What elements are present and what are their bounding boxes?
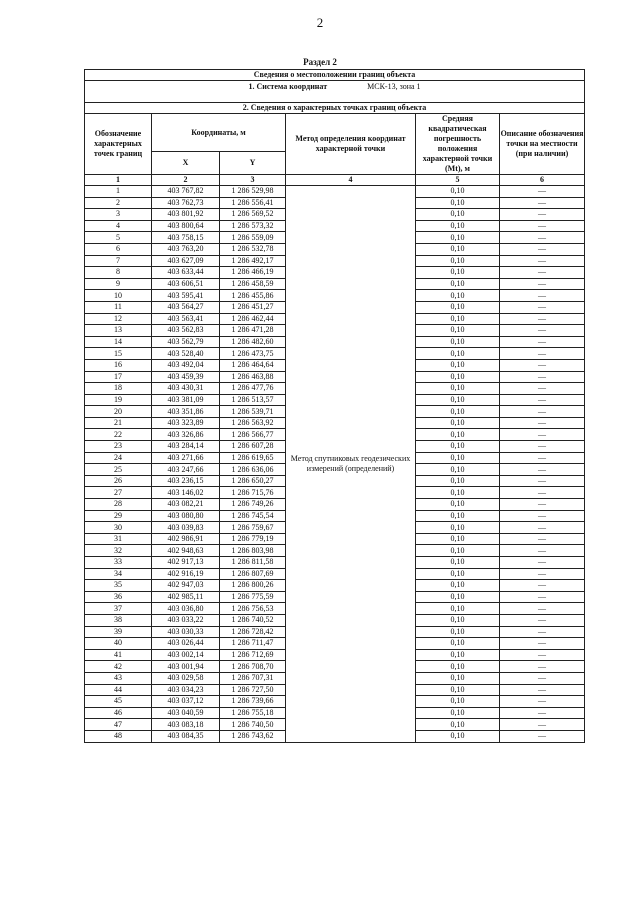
y-coordinate-cell: 1 286 513,57	[220, 394, 286, 406]
y-coordinate-cell: 1 286 466,19	[220, 267, 286, 279]
description-cell: —	[500, 452, 585, 464]
point-number-cell: 2	[85, 197, 152, 209]
point-number-cell: 47	[85, 719, 152, 731]
point-number-cell: 40	[85, 638, 152, 650]
description-cell: —	[500, 232, 585, 244]
x-coordinate-cell: 403 039,83	[152, 522, 220, 534]
y-coordinate-cell: 1 286 755,18	[220, 707, 286, 719]
point-number-cell: 16	[85, 359, 152, 371]
x-coordinate-cell: 402 948,63	[152, 545, 220, 557]
point-number-cell: 25	[85, 464, 152, 476]
description-cell: —	[500, 591, 585, 603]
point-number-cell: 34	[85, 568, 152, 580]
x-coordinate-cell: 403 800,64	[152, 220, 220, 232]
y-coordinate-cell: 1 286 807,69	[220, 568, 286, 580]
error-cell: 0,10	[416, 603, 500, 615]
point-number-cell: 39	[85, 626, 152, 638]
description-cell: —	[500, 684, 585, 696]
description-cell: —	[500, 394, 585, 406]
x-coordinate-cell: 402 917,13	[152, 557, 220, 569]
x-coordinate-cell: 403 284,14	[152, 441, 220, 453]
column-number: 1	[85, 175, 152, 186]
y-coordinate-cell: 1 286 749,26	[220, 499, 286, 511]
x-coordinate-cell: 403 326,86	[152, 429, 220, 441]
description-cell: —	[500, 325, 585, 337]
point-number-cell: 38	[85, 614, 152, 626]
x-coordinate-cell: 403 528,40	[152, 348, 220, 360]
error-cell: 0,10	[416, 383, 500, 395]
y-coordinate-cell: 1 286 477,76	[220, 383, 286, 395]
x-coordinate-cell: 403 030,33	[152, 626, 220, 638]
description-cell: —	[500, 649, 585, 661]
y-coordinate-cell: 1 286 458,59	[220, 278, 286, 290]
description-cell: —	[500, 406, 585, 418]
error-cell: 0,10	[416, 649, 500, 661]
error-cell: 0,10	[416, 591, 500, 603]
error-cell: 0,10	[416, 684, 500, 696]
x-coordinate-cell: 403 459,39	[152, 371, 220, 383]
error-cell: 0,10	[416, 707, 500, 719]
y-coordinate-cell: 1 286 471,28	[220, 325, 286, 337]
x-coordinate-cell: 403 083,18	[152, 719, 220, 731]
description-cell: —	[500, 267, 585, 279]
point-number-cell: 28	[85, 499, 152, 511]
x-coordinate-cell: 403 564,27	[152, 301, 220, 313]
y-coordinate-cell: 1 286 559,09	[220, 232, 286, 244]
point-number-cell: 36	[85, 591, 152, 603]
error-cell: 0,10	[416, 278, 500, 290]
error-cell: 0,10	[416, 638, 500, 650]
point-number-cell: 43	[85, 672, 152, 684]
x-coordinate-cell: 403 351,86	[152, 406, 220, 418]
y-coordinate-cell: 1 286 715,76	[220, 487, 286, 499]
description-cell: —	[500, 626, 585, 638]
y-coordinate-cell: 1 286 462,44	[220, 313, 286, 325]
y-coordinate-cell: 1 286 636,06	[220, 464, 286, 476]
point-number-cell: 24	[85, 452, 152, 464]
description-cell: —	[500, 475, 585, 487]
description-cell: —	[500, 429, 585, 441]
y-coordinate-cell: 1 286 482,60	[220, 336, 286, 348]
description-cell: —	[500, 371, 585, 383]
description-cell: —	[500, 301, 585, 313]
y-coordinate-cell: 1 286 529,98	[220, 186, 286, 198]
x-coordinate-cell: 403 430,31	[152, 383, 220, 395]
point-number-cell: 9	[85, 278, 152, 290]
error-cell: 0,10	[416, 464, 500, 476]
header-y: Y	[220, 152, 286, 175]
description-cell: —	[500, 313, 585, 325]
x-coordinate-cell: 403 146,02	[152, 487, 220, 499]
error-cell: 0,10	[416, 209, 500, 221]
y-coordinate-cell: 1 286 739,66	[220, 696, 286, 708]
y-coordinate-cell: 1 286 573,32	[220, 220, 286, 232]
description-cell: —	[500, 383, 585, 395]
header-error: Средняя квадратическая погрешность положения характерной точки (Mt), м	[416, 114, 500, 175]
y-coordinate-cell: 1 286 779,19	[220, 533, 286, 545]
error-cell: 0,10	[416, 626, 500, 638]
x-coordinate-cell: 403 001,94	[152, 661, 220, 673]
error-cell: 0,10	[416, 672, 500, 684]
coordinate-system-value: МСК-13, зона 1	[367, 82, 421, 91]
point-number-cell: 35	[85, 580, 152, 592]
error-cell: 0,10	[416, 522, 500, 534]
error-cell: 0,10	[416, 475, 500, 487]
point-number-cell: 48	[85, 730, 152, 742]
error-cell: 0,10	[416, 441, 500, 453]
error-cell: 0,10	[416, 452, 500, 464]
error-cell: 0,10	[416, 499, 500, 511]
x-coordinate-cell: 402 947,03	[152, 580, 220, 592]
x-coordinate-cell: 403 595,41	[152, 290, 220, 302]
y-coordinate-cell: 1 286 811,58	[220, 557, 286, 569]
description-cell: —	[500, 220, 585, 232]
points-banner: 2. Сведения о характерных точках границ объекта	[85, 103, 585, 114]
y-coordinate-cell: 1 286 492,17	[220, 255, 286, 267]
method-cell: Метод спутниковых геодезических измерений (определений)	[286, 186, 416, 743]
x-coordinate-cell: 403 037,12	[152, 696, 220, 708]
point-number-cell: 31	[85, 533, 152, 545]
point-number-cell: 8	[85, 267, 152, 279]
error-cell: 0,10	[416, 267, 500, 279]
x-coordinate-cell: 403 080,80	[152, 510, 220, 522]
description-cell: —	[500, 533, 585, 545]
point-number-cell: 14	[85, 336, 152, 348]
error-cell: 0,10	[416, 394, 500, 406]
y-coordinate-cell: 1 286 803,98	[220, 545, 286, 557]
y-coordinate-cell: 1 286 711,47	[220, 638, 286, 650]
description-cell: —	[500, 348, 585, 360]
point-number-cell: 1	[85, 186, 152, 198]
location-banner: Сведения о местоположении границ объекта	[85, 70, 585, 81]
error-cell: 0,10	[416, 545, 500, 557]
description-cell: —	[500, 696, 585, 708]
description-cell: —	[500, 487, 585, 499]
column-number: 5	[416, 175, 500, 186]
x-coordinate-cell: 403 029,58	[152, 672, 220, 684]
description-cell: —	[500, 197, 585, 209]
y-coordinate-cell: 1 286 712,69	[220, 649, 286, 661]
description-cell: —	[500, 568, 585, 580]
x-coordinate-cell: 403 763,20	[152, 243, 220, 255]
error-cell: 0,10	[416, 533, 500, 545]
point-number-cell: 6	[85, 243, 152, 255]
column-number: 3	[220, 175, 286, 186]
point-number-cell: 12	[85, 313, 152, 325]
header-method: Метод определения координат характерной точки	[286, 114, 416, 175]
x-coordinate-cell: 403 562,79	[152, 336, 220, 348]
error-cell: 0,10	[416, 406, 500, 418]
error-cell: 0,10	[416, 487, 500, 499]
error-cell: 0,10	[416, 661, 500, 673]
y-coordinate-cell: 1 286 740,52	[220, 614, 286, 626]
error-cell: 0,10	[416, 417, 500, 429]
description-cell: —	[500, 672, 585, 684]
error-cell: 0,10	[416, 510, 500, 522]
y-coordinate-cell: 1 286 728,42	[220, 626, 286, 638]
y-coordinate-cell: 1 286 532,78	[220, 243, 286, 255]
y-coordinate-cell: 1 286 607,28	[220, 441, 286, 453]
point-number-cell: 44	[85, 684, 152, 696]
y-coordinate-cell: 1 286 563,92	[220, 417, 286, 429]
point-number-cell: 33	[85, 557, 152, 569]
error-cell: 0,10	[416, 336, 500, 348]
y-coordinate-cell: 1 286 727,50	[220, 684, 286, 696]
x-coordinate-cell: 403 026,44	[152, 638, 220, 650]
point-number-cell: 4	[85, 220, 152, 232]
point-number-cell: 42	[85, 661, 152, 673]
x-coordinate-cell: 403 801,92	[152, 209, 220, 221]
point-number-cell: 26	[85, 475, 152, 487]
point-number-cell: 10	[85, 290, 152, 302]
error-cell: 0,10	[416, 730, 500, 742]
description-cell: —	[500, 557, 585, 569]
point-number-cell: 21	[85, 417, 152, 429]
x-coordinate-cell: 403 381,09	[152, 394, 220, 406]
description-cell: —	[500, 580, 585, 592]
y-coordinate-cell: 1 286 650,27	[220, 475, 286, 487]
column-number: 2	[152, 175, 220, 186]
description-cell: —	[500, 545, 585, 557]
description-cell: —	[500, 499, 585, 511]
column-number: 6	[500, 175, 585, 186]
y-coordinate-cell: 1 286 740,50	[220, 719, 286, 731]
description-cell: —	[500, 614, 585, 626]
y-coordinate-cell: 1 286 455,86	[220, 290, 286, 302]
error-cell: 0,10	[416, 220, 500, 232]
y-coordinate-cell: 1 286 539,71	[220, 406, 286, 418]
point-number-cell: 17	[85, 371, 152, 383]
point-number-cell: 30	[85, 522, 152, 534]
point-number-cell: 18	[85, 383, 152, 395]
error-cell: 0,10	[416, 359, 500, 371]
error-cell: 0,10	[416, 719, 500, 731]
x-coordinate-cell: 403 033,22	[152, 614, 220, 626]
x-coordinate-cell: 403 082,21	[152, 499, 220, 511]
error-cell: 0,10	[416, 290, 500, 302]
header-description: Описание обозначения точки на местности (при наличии)	[500, 114, 585, 175]
y-coordinate-cell: 1 286 463,88	[220, 371, 286, 383]
point-number-cell: 23	[85, 441, 152, 453]
description-cell: —	[500, 638, 585, 650]
description-cell: —	[500, 603, 585, 615]
x-coordinate-cell: 402 916,19	[152, 568, 220, 580]
description-cell: —	[500, 707, 585, 719]
point-number-cell: 46	[85, 707, 152, 719]
description-cell: —	[500, 243, 585, 255]
y-coordinate-cell: 1 286 800,26	[220, 580, 286, 592]
point-number-cell: 11	[85, 301, 152, 313]
description-cell: —	[500, 209, 585, 221]
y-coordinate-cell: 1 286 619,65	[220, 452, 286, 464]
x-coordinate-cell: 403 492,04	[152, 359, 220, 371]
description-cell: —	[500, 417, 585, 429]
y-coordinate-cell: 1 286 473,75	[220, 348, 286, 360]
error-cell: 0,10	[416, 313, 500, 325]
x-coordinate-cell: 403 236,15	[152, 475, 220, 487]
description-cell: —	[500, 510, 585, 522]
error-cell: 0,10	[416, 243, 500, 255]
y-coordinate-cell: 1 286 556,41	[220, 197, 286, 209]
x-coordinate-cell: 403 606,51	[152, 278, 220, 290]
x-coordinate-cell: 403 247,66	[152, 464, 220, 476]
x-coordinate-cell: 403 762,73	[152, 197, 220, 209]
x-coordinate-cell: 403 758,15	[152, 232, 220, 244]
y-coordinate-cell: 1 286 759,67	[220, 522, 286, 534]
x-coordinate-cell: 403 036,80	[152, 603, 220, 615]
error-cell: 0,10	[416, 197, 500, 209]
page-number: 2	[316, 15, 324, 30]
description-cell: —	[500, 278, 585, 290]
header-coordinates: Координаты, м	[152, 114, 286, 152]
error-cell: 0,10	[416, 429, 500, 441]
description-cell: —	[500, 255, 585, 267]
header-point: Обозначение характерных точек границ	[85, 114, 152, 175]
y-coordinate-cell: 1 286 708,70	[220, 661, 286, 673]
x-coordinate-cell: 403 627,09	[152, 255, 220, 267]
description-cell: —	[500, 186, 585, 198]
description-cell: —	[500, 441, 585, 453]
y-coordinate-cell: 1 286 775,59	[220, 591, 286, 603]
point-number-cell: 13	[85, 325, 152, 337]
x-coordinate-cell: 402 986,91	[152, 533, 220, 545]
x-coordinate-cell: 403 767,82	[152, 186, 220, 198]
boundary-points-table	[84, 69, 585, 743]
x-coordinate-cell: 403 002,14	[152, 649, 220, 661]
coordinate-system-label: 1. Система координат	[248, 82, 328, 91]
point-number-cell: 37	[85, 603, 152, 615]
point-number-cell: 29	[85, 510, 152, 522]
description-cell: —	[500, 730, 585, 742]
y-coordinate-cell: 1 286 756,53	[220, 603, 286, 615]
error-cell: 0,10	[416, 232, 500, 244]
description-cell: —	[500, 661, 585, 673]
point-number-cell: 3	[85, 209, 152, 221]
point-number-cell: 27	[85, 487, 152, 499]
error-cell: 0,10	[416, 568, 500, 580]
x-coordinate-cell: 403 323,89	[152, 417, 220, 429]
y-coordinate-cell: 1 286 566,77	[220, 429, 286, 441]
description-cell: —	[500, 290, 585, 302]
x-coordinate-cell: 403 271,66	[152, 452, 220, 464]
y-coordinate-cell: 1 286 745,54	[220, 510, 286, 522]
point-number-cell: 7	[85, 255, 152, 267]
description-cell: —	[500, 336, 585, 348]
coordinate-system-row	[85, 81, 585, 103]
x-coordinate-cell: 402 985,11	[152, 591, 220, 603]
description-cell: —	[500, 359, 585, 371]
x-coordinate-cell: 403 034,23	[152, 684, 220, 696]
error-cell: 0,10	[416, 255, 500, 267]
x-coordinate-cell: 403 562,83	[152, 325, 220, 337]
description-cell: —	[500, 464, 585, 476]
point-number-cell: 15	[85, 348, 152, 360]
y-coordinate-cell: 1 286 451,27	[220, 301, 286, 313]
error-cell: 0,10	[416, 325, 500, 337]
description-cell: —	[500, 522, 585, 534]
x-coordinate-cell: 403 084,35	[152, 730, 220, 742]
error-cell: 0,10	[416, 301, 500, 313]
point-number-cell: 41	[85, 649, 152, 661]
point-number-cell: 22	[85, 429, 152, 441]
error-cell: 0,10	[416, 371, 500, 383]
y-coordinate-cell: 1 286 743,62	[220, 730, 286, 742]
error-cell: 0,10	[416, 186, 500, 198]
error-cell: 0,10	[416, 348, 500, 360]
section-label: Раздел 2	[303, 57, 337, 67]
point-number-cell: 20	[85, 406, 152, 418]
error-cell: 0,10	[416, 580, 500, 592]
error-cell: 0,10	[416, 696, 500, 708]
point-number-cell: 45	[85, 696, 152, 708]
point-number-cell: 19	[85, 394, 152, 406]
column-number: 4	[286, 175, 416, 186]
y-coordinate-cell: 1 286 464,64	[220, 359, 286, 371]
point-number-cell: 5	[85, 232, 152, 244]
x-coordinate-cell: 403 040,59	[152, 707, 220, 719]
x-coordinate-cell: 403 633,44	[152, 267, 220, 279]
y-coordinate-cell: 1 286 707,31	[220, 672, 286, 684]
table-row	[85, 186, 585, 198]
point-number-cell: 32	[85, 545, 152, 557]
error-cell: 0,10	[416, 557, 500, 569]
y-coordinate-cell: 1 286 569,52	[220, 209, 286, 221]
error-cell: 0,10	[416, 614, 500, 626]
header-x: X	[152, 152, 220, 175]
description-cell: —	[500, 719, 585, 731]
x-coordinate-cell: 403 563,41	[152, 313, 220, 325]
